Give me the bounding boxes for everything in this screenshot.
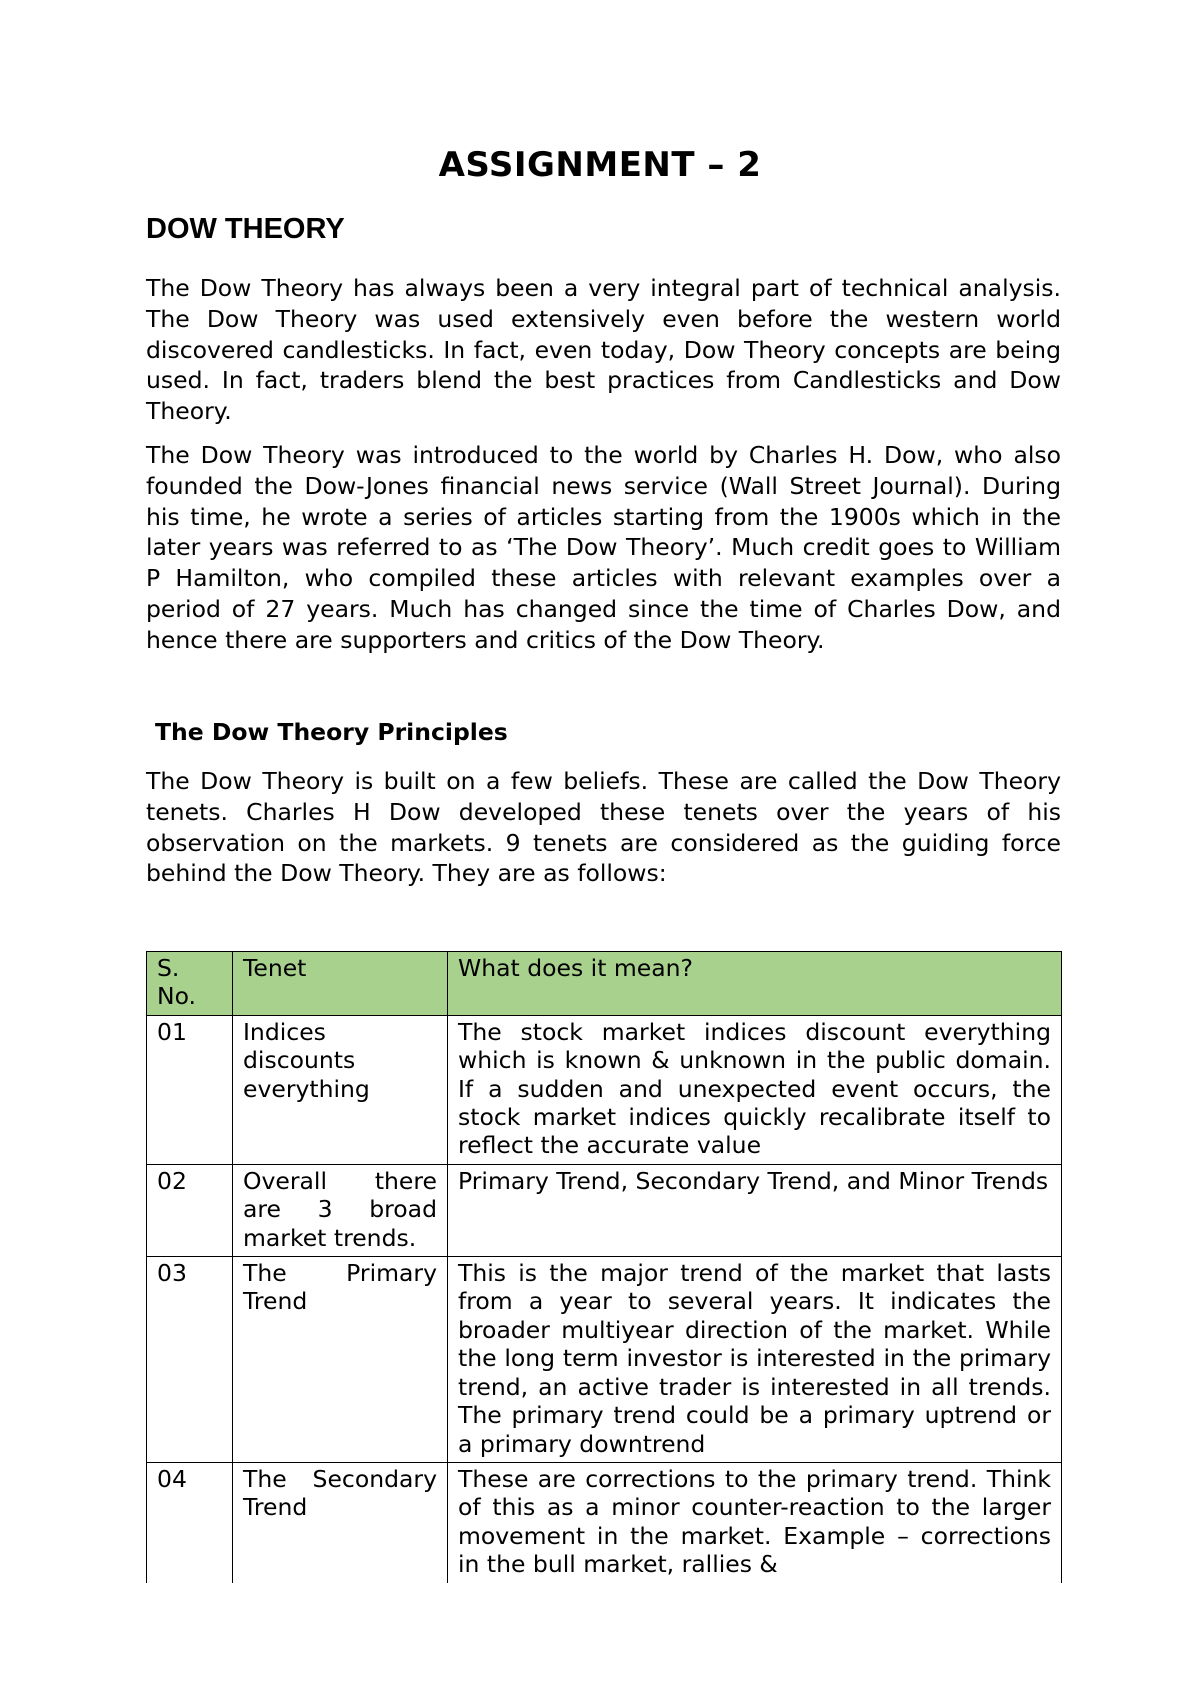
tenets-table-container <box>144 949 1064 1579</box>
cell-tenet: Overall there are 3 broad market trends. <box>233 1164 448 1256</box>
table-row <box>147 1015 1062 1164</box>
cell-meaning: These are corrections to the primary trend. Think of this as a minor counter-reaction to the larger movement in the market. Example – corrections in the bull market, rallies & <box>448 1462 1062 1582</box>
cell-tenet: Indices discounts everything <box>233 1015 448 1164</box>
principles-subheading: The Dow Theory Principles <box>155 718 508 746</box>
section-heading: DOW THEORY <box>146 213 345 245</box>
table-row <box>147 1257 1062 1463</box>
cell-sno: 01 <box>147 1015 233 1164</box>
header-tenet: Tenet <box>233 952 448 1016</box>
cell-sno: 02 <box>147 1164 233 1256</box>
paragraph-intro: The Dow Theory has always been a very integral part of technical analysis. The Dow Theory was used extensively even before the western world discovered candlesticks. In fact, even today, Dow Theory concepts are being used. In fact, traders blend the best practices from Candlesticks and Dow Theory. <box>146 274 1061 426</box>
paragraph-principles: The Dow Theory is built on a few beliefs. These are called the Dow Theory tenets. Charles H Dow developed these tenets over the years of his observation on the markets. 9 tenets are considered as the guiding force behind the Dow Theory. They are as follows: <box>146 767 1061 888</box>
cell-meaning: The stock market indices discount everything which is known & unknown in the public domain. If a sudden and unexpected event occurs, the stock market indices quickly recalibrate itself to reflect the accurate value <box>448 1015 1062 1164</box>
paragraph-history: The Dow Theory was introduced to the world by Charles H. Dow, who also founded the Dow-Jones financial news service (Wall Street Journal). During his time, he wrote a series of articles starting from the 1900s which in the later years was referred to as ‘The Dow Theory’. Much credit goes to William P Hamilton, who compiled these articles with relevant examples over a period of 27 years. Much has changed since the time of Charles Dow, and hence there are supporters and critics of the Dow Theory. <box>146 441 1061 654</box>
cell-sno: 03 <box>147 1257 233 1463</box>
cell-meaning: Primary Trend, Secondary Trend, and Minor Trends <box>448 1164 1062 1256</box>
table-row <box>147 1462 1062 1582</box>
table-row <box>147 1164 1062 1256</box>
header-meaning: What does it mean? <box>448 952 1062 1016</box>
table-header-row <box>147 952 1062 1016</box>
document-title: ASSIGNMENT – 2 <box>438 145 762 185</box>
header-sno: S. No. <box>147 952 233 1016</box>
cell-tenet: The Primary Trend <box>233 1257 448 1463</box>
cell-tenet: The Secondary Trend <box>233 1462 448 1582</box>
cell-sno: 04 <box>147 1462 233 1582</box>
cell-meaning: This is the major trend of the market that lasts from a year to several years. It indicates the broader multiyear direction of the market. While the long term investor is interested in the primary trend, an active trader is interested in all trends. The primary trend could be a primary uptrend or a primary downtrend <box>448 1257 1062 1463</box>
tenets-table <box>146 951 1062 1583</box>
